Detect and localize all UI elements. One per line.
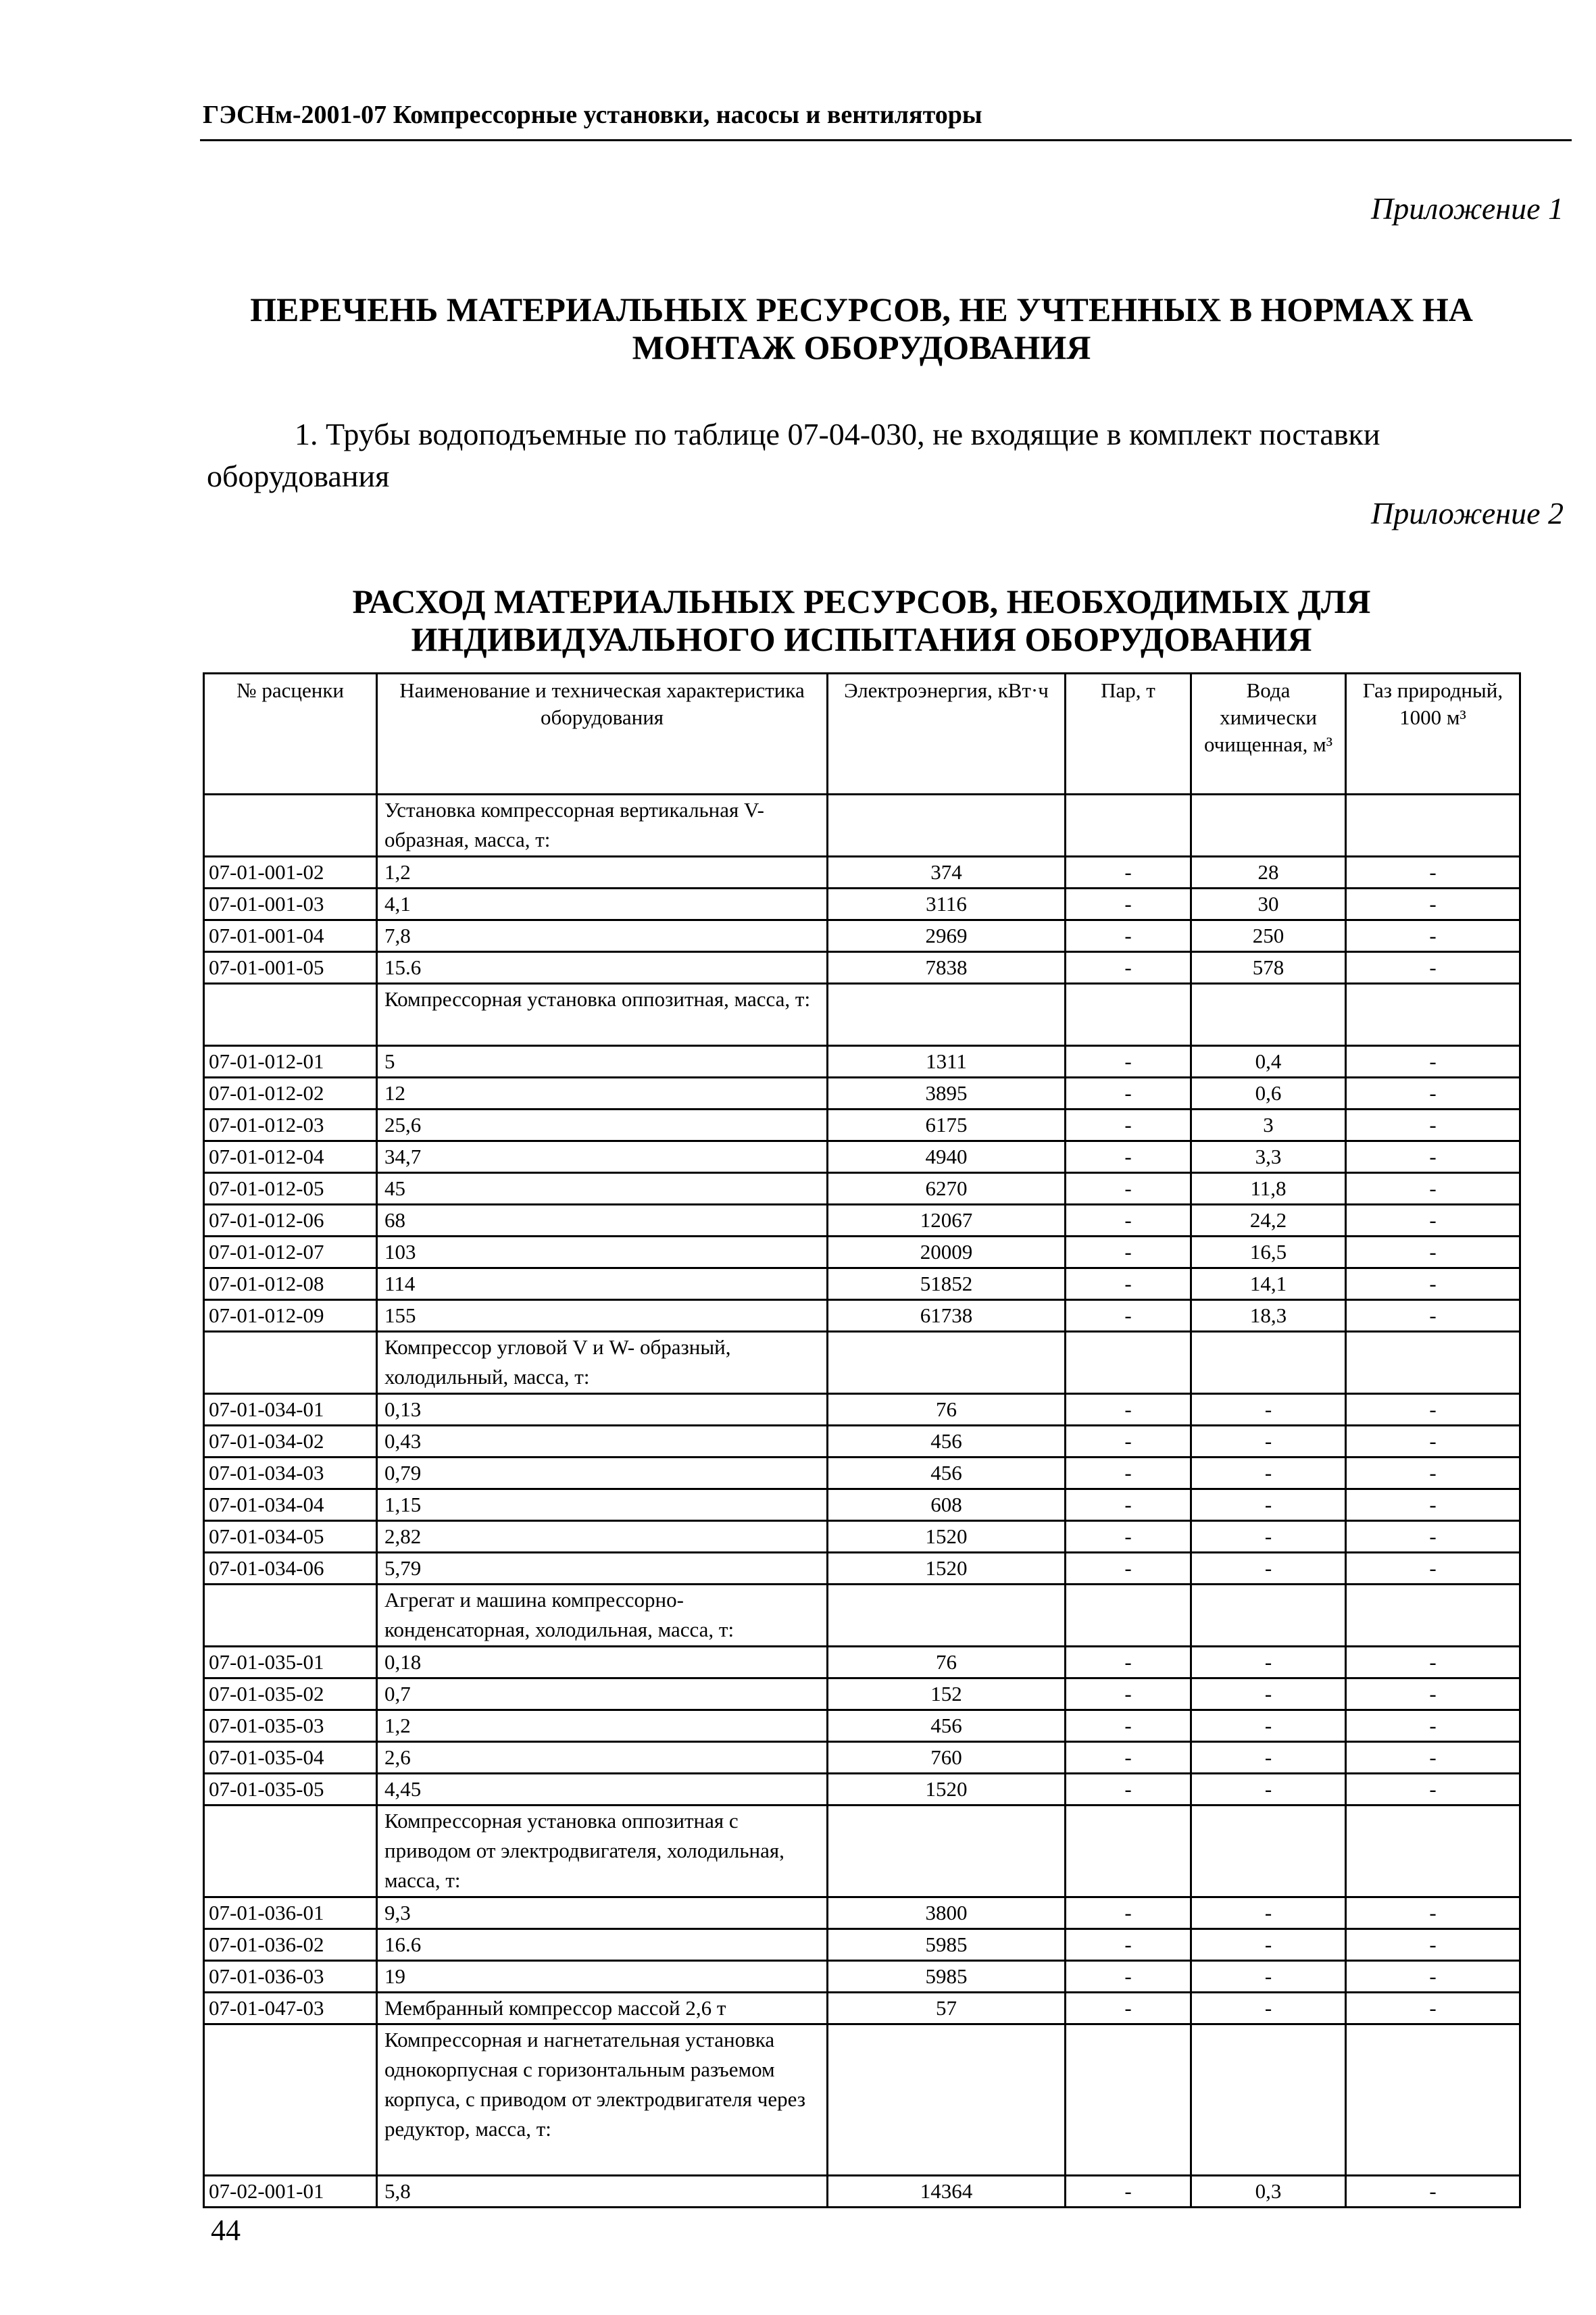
title-line: ИНДИВИДУАЛЬНОГО ИСПЫТАНИЯ ОБОРУДОВАНИЯ — [411, 620, 1312, 658]
table-row — [204, 1426, 1520, 1458]
cell-code: 07-01-012-02 — [204, 1078, 377, 1110]
cell-name: 5,79 — [377, 1553, 828, 1585]
group-row — [204, 795, 1520, 857]
cell-gas: - — [1346, 1173, 1520, 1205]
cell-empty — [1066, 984, 1191, 1046]
cell-name: 2,6 — [377, 1742, 828, 1774]
cell-steam: - — [1066, 1110, 1191, 1141]
cell-power: 76 — [828, 1394, 1066, 1426]
cell-gas: - — [1346, 1300, 1520, 1332]
cell-steam: - — [1066, 1078, 1191, 1110]
cell-steam: - — [1066, 1553, 1191, 1585]
cell-code: 07-01-012-06 — [204, 1205, 377, 1237]
cell-name: 114 — [377, 1268, 828, 1300]
cell-steam: - — [1066, 1710, 1191, 1742]
cell-water: - — [1191, 1897, 1346, 1929]
running-header: ГЭСНм-2001-07 Компрессорные установки, насосы и вентиляторы — [203, 101, 982, 129]
table-row — [204, 1521, 1520, 1553]
section-title-1 — [203, 291, 1520, 366]
cell-power: 1520 — [828, 1521, 1066, 1553]
cell-power: 3895 — [828, 1078, 1066, 1110]
col-header-steam: Пар, т — [1066, 674, 1191, 795]
cell-power: 61738 — [828, 1300, 1066, 1332]
cell-water: 0,3 — [1191, 2176, 1346, 2208]
cell-empty — [828, 984, 1066, 1046]
table-row — [204, 1710, 1520, 1742]
cell-gas: - — [1346, 1237, 1520, 1268]
section-title-2 — [203, 582, 1520, 658]
cell-group-name: Компрессорная установка оппозитная, масса, т: — [377, 984, 828, 1046]
cell-power: 76 — [828, 1647, 1066, 1678]
table-row — [204, 1394, 1520, 1426]
cell-empty — [828, 1332, 1066, 1394]
cell-steam: - — [1066, 1774, 1191, 1806]
cell-code: 07-01-001-04 — [204, 920, 377, 952]
cell-water: - — [1191, 1678, 1346, 1710]
cell-steam: - — [1066, 1205, 1191, 1237]
cell-name: 2,82 — [377, 1521, 828, 1553]
cell-water: - — [1191, 1710, 1346, 1742]
table-header-row — [204, 674, 1520, 795]
cell-power: 608 — [828, 1489, 1066, 1521]
table-row — [204, 1647, 1520, 1678]
group-row — [204, 1806, 1520, 1897]
cell-power: 1520 — [828, 1774, 1066, 1806]
cell-empty — [1066, 1332, 1191, 1394]
cell-code: 07-01-034-02 — [204, 1426, 377, 1458]
cell-water: 0,4 — [1191, 1046, 1346, 1078]
cell-empty — [1191, 795, 1346, 857]
cell-water: - — [1191, 1742, 1346, 1774]
cell-name: 7,8 — [377, 920, 828, 952]
cell-empty — [828, 1806, 1066, 1897]
cell-water: 30 — [1191, 889, 1346, 920]
cell-power: 4940 — [828, 1141, 1066, 1173]
cell-empty — [1346, 984, 1520, 1046]
appendix-2-label: Приложение 2 — [1370, 496, 1564, 530]
cell-code: 07-01-001-03 — [204, 889, 377, 920]
table-row — [204, 1237, 1520, 1268]
cell-code: 07-02-001-01 — [204, 2176, 377, 2208]
cell-name: 1,2 — [377, 1710, 828, 1742]
cell-power: 1311 — [828, 1046, 1066, 1078]
table-row — [204, 1929, 1520, 1961]
cell-code-empty — [204, 1585, 377, 1647]
cell-empty — [1066, 1585, 1191, 1647]
cell-name: 0,13 — [377, 1394, 828, 1426]
cell-water: - — [1191, 1521, 1346, 1553]
cell-water: - — [1191, 1489, 1346, 1521]
cell-name: Мембранный компрессор массой 2,6 т — [377, 1993, 828, 2024]
cell-code: 07-01-012-07 — [204, 1237, 377, 1268]
paragraph-1: 1. Трубы водоподъемные по таблице 07-04-030, не входящие в комплект поставки оборудования — [207, 417, 1380, 493]
cell-water: 3,3 — [1191, 1141, 1346, 1173]
cell-name: 15.6 — [377, 952, 828, 984]
cell-name: 4,45 — [377, 1774, 828, 1806]
cell-code: 07-01-035-01 — [204, 1647, 377, 1678]
cell-code-empty — [204, 2024, 377, 2176]
col-header-water: Вода химически очищенная, м³ — [1191, 674, 1346, 795]
cell-steam: - — [1066, 1489, 1191, 1521]
title-line: РАСХОД МАТЕРИАЛЬНЫХ РЕСУРСОВ, НЕОБХОДИМЫХ ДЛЯ — [352, 582, 1371, 620]
cell-steam: - — [1066, 1426, 1191, 1458]
cell-water: 11,8 — [1191, 1173, 1346, 1205]
cell-power: 12067 — [828, 1205, 1066, 1237]
cell-code: 07-01-012-08 — [204, 1268, 377, 1300]
table-row — [204, 1742, 1520, 1774]
cell-name: 45 — [377, 1173, 828, 1205]
cell-gas: - — [1346, 1961, 1520, 1993]
cell-gas: - — [1346, 1489, 1520, 1521]
cell-empty — [828, 795, 1066, 857]
cell-water: - — [1191, 1961, 1346, 1993]
cell-code: 07-01-012-05 — [204, 1173, 377, 1205]
cell-power: 456 — [828, 1710, 1066, 1742]
cell-empty — [1346, 1806, 1520, 1897]
cell-steam: - — [1066, 1678, 1191, 1710]
table-row — [204, 1300, 1520, 1332]
cell-steam: - — [1066, 1993, 1191, 2024]
table-row — [204, 857, 1520, 889]
cell-gas: - — [1346, 1458, 1520, 1489]
cell-code: 07-01-034-06 — [204, 1553, 377, 1585]
table-row — [204, 1110, 1520, 1141]
cell-power: 7838 — [828, 952, 1066, 984]
table-row — [204, 1268, 1520, 1300]
cell-name: 9,3 — [377, 1897, 828, 1929]
table-row — [204, 1489, 1520, 1521]
cell-water: 28 — [1191, 857, 1346, 889]
cell-gas: - — [1346, 857, 1520, 889]
cell-code: 07-01-001-02 — [204, 857, 377, 889]
table-row — [204, 1993, 1520, 2024]
cell-gas: - — [1346, 1774, 1520, 1806]
table-row — [204, 889, 1520, 920]
cell-code: 07-01-035-05 — [204, 1774, 377, 1806]
cell-empty — [1346, 795, 1520, 857]
cell-code-empty — [204, 984, 377, 1046]
cell-power: 57 — [828, 1993, 1066, 2024]
resources-table — [203, 672, 1521, 2208]
cell-empty — [1191, 984, 1346, 1046]
cell-steam: - — [1066, 1046, 1191, 1078]
appendix-1-label: Приложение 1 — [1370, 191, 1564, 226]
cell-code: 07-01-034-01 — [204, 1394, 377, 1426]
group-row — [204, 1332, 1520, 1394]
cell-water: 0,6 — [1191, 1078, 1346, 1110]
cell-power: 20009 — [828, 1237, 1066, 1268]
group-row — [204, 1585, 1520, 1647]
cell-steam: - — [1066, 1961, 1191, 1993]
cell-gas: - — [1346, 2176, 1520, 2208]
col-header-code: № расценки — [204, 674, 377, 795]
cell-code: 07-01-001-05 — [204, 952, 377, 984]
cell-steam: - — [1066, 1268, 1191, 1300]
cell-steam: - — [1066, 1458, 1191, 1489]
cell-name: 4,1 — [377, 889, 828, 920]
cell-code: 07-01-036-03 — [204, 1961, 377, 1993]
cell-power: 51852 — [828, 1268, 1066, 1300]
cell-empty — [828, 2024, 1066, 2176]
cell-empty — [1191, 2024, 1346, 2176]
table-row — [204, 1961, 1520, 1993]
cell-power: 152 — [828, 1678, 1066, 1710]
cell-steam: - — [1066, 857, 1191, 889]
title-line: ПЕРЕЧЕНЬ МАТЕРИАЛЬНЫХ РЕСУРСОВ, НЕ УЧТЕННЫХ В НОРМАХ НА — [250, 291, 1473, 328]
cell-water: 24,2 — [1191, 1205, 1346, 1237]
cell-power: 374 — [828, 857, 1066, 889]
cell-gas: - — [1346, 1929, 1520, 1961]
cell-group-name: Установка компрессорная вертикальная V-образная, масса, т: — [377, 795, 828, 857]
cell-name: 34,7 — [377, 1141, 828, 1173]
cell-power: 456 — [828, 1458, 1066, 1489]
cell-name: 19 — [377, 1961, 828, 1993]
cell-name: 12 — [377, 1078, 828, 1110]
cell-power: 5985 — [828, 1929, 1066, 1961]
cell-power: 3116 — [828, 889, 1066, 920]
cell-steam: - — [1066, 1173, 1191, 1205]
cell-gas: - — [1346, 1678, 1520, 1710]
cell-name: 0,18 — [377, 1647, 828, 1678]
cell-name: 68 — [377, 1205, 828, 1237]
col-header-power: Электроэнергия, кВт·ч — [828, 674, 1066, 795]
cell-water: 250 — [1191, 920, 1346, 952]
table-row — [204, 1205, 1520, 1237]
cell-gas: - — [1346, 952, 1520, 984]
table-row — [204, 1897, 1520, 1929]
table-row — [204, 1774, 1520, 1806]
cell-water: - — [1191, 1647, 1346, 1678]
table-row — [204, 1173, 1520, 1205]
cell-power: 6270 — [828, 1173, 1066, 1205]
cell-water: 578 — [1191, 952, 1346, 984]
cell-gas: - — [1346, 1897, 1520, 1929]
cell-gas: - — [1346, 1394, 1520, 1426]
table-row — [204, 1458, 1520, 1489]
cell-gas: - — [1346, 920, 1520, 952]
cell-power: 760 — [828, 1742, 1066, 1774]
cell-steam: - — [1066, 1300, 1191, 1332]
table-row — [204, 952, 1520, 984]
cell-gas: - — [1346, 1110, 1520, 1141]
cell-name: 16.6 — [377, 1929, 828, 1961]
table-row — [204, 1553, 1520, 1585]
cell-gas: - — [1346, 889, 1520, 920]
cell-code: 07-01-035-02 — [204, 1678, 377, 1710]
cell-gas: - — [1346, 1205, 1520, 1237]
cell-gas: - — [1346, 1046, 1520, 1078]
group-row — [204, 2024, 1520, 2176]
cell-code: 07-01-012-01 — [204, 1046, 377, 1078]
cell-empty — [1066, 1806, 1191, 1897]
cell-group-name: Компрессор угловой V и W- образный, холодильный, масса, т: — [377, 1332, 828, 1394]
cell-water: 3 — [1191, 1110, 1346, 1141]
cell-gas: - — [1346, 1647, 1520, 1678]
cell-steam: - — [1066, 1897, 1191, 1929]
col-header-name: Наименование и техническая характеристика оборудования — [377, 674, 828, 795]
table-row — [204, 1078, 1520, 1110]
cell-steam: - — [1066, 1521, 1191, 1553]
cell-name: 1,2 — [377, 857, 828, 889]
cell-water: - — [1191, 1553, 1346, 1585]
cell-name: 0,79 — [377, 1458, 828, 1489]
cell-water: 18,3 — [1191, 1300, 1346, 1332]
table-row — [204, 920, 1520, 952]
cell-gas: - — [1346, 1993, 1520, 2024]
cell-empty — [1346, 2024, 1520, 2176]
table-row — [204, 1046, 1520, 1078]
cell-steam: - — [1066, 889, 1191, 920]
cell-group-name: Компрессорная установка оппозитная с приводом от электродвигателя, холодильная, масса, т: — [377, 1806, 828, 1897]
cell-power: 1520 — [828, 1553, 1066, 1585]
page-number: 44 — [211, 2214, 241, 2247]
cell-group-name: Агрегат и машина компрессорно-конденсаторная, холодильная, масса, т: — [377, 1585, 828, 1647]
cell-code: 07-01-035-04 — [204, 1742, 377, 1774]
cell-name: 25,6 — [377, 1110, 828, 1141]
cell-water: - — [1191, 1929, 1346, 1961]
cell-power: 6175 — [828, 1110, 1066, 1141]
title-line: МОНТАЖ ОБОРУДОВАНИЯ — [632, 328, 1091, 366]
cell-empty — [828, 1585, 1066, 1647]
cell-code: 07-01-012-09 — [204, 1300, 377, 1332]
cell-code: 07-01-034-03 — [204, 1458, 377, 1489]
cell-steam: - — [1066, 1237, 1191, 1268]
cell-gas: - — [1346, 1742, 1520, 1774]
cell-power: 3800 — [828, 1897, 1066, 1929]
cell-water: - — [1191, 1458, 1346, 1489]
cell-gas: - — [1346, 1553, 1520, 1585]
cell-steam: - — [1066, 2176, 1191, 2208]
cell-code-empty — [204, 795, 377, 857]
cell-empty — [1191, 1806, 1346, 1897]
cell-power: 5985 — [828, 1961, 1066, 1993]
cell-water: - — [1191, 1426, 1346, 1458]
table-row — [204, 1141, 1520, 1173]
cell-empty — [1346, 1332, 1520, 1394]
cell-power: 456 — [828, 1426, 1066, 1458]
cell-steam: - — [1066, 1742, 1191, 1774]
cell-power: 2969 — [828, 920, 1066, 952]
cell-code: 07-01-034-04 — [204, 1489, 377, 1521]
cell-code: 07-01-034-05 — [204, 1521, 377, 1553]
cell-empty — [1066, 2024, 1191, 2176]
cell-code-empty — [204, 1332, 377, 1394]
cell-empty — [1066, 795, 1191, 857]
cell-gas: - — [1346, 1078, 1520, 1110]
cell-name: 0,43 — [377, 1426, 828, 1458]
cell-name: 103 — [377, 1237, 828, 1268]
table-row — [204, 1678, 1520, 1710]
cell-power: 14364 — [828, 2176, 1066, 2208]
cell-code: 07-01-036-01 — [204, 1897, 377, 1929]
cell-code: 07-01-012-04 — [204, 1141, 377, 1173]
cell-water: 16,5 — [1191, 1237, 1346, 1268]
cell-water: - — [1191, 1993, 1346, 2024]
cell-empty — [1191, 1332, 1346, 1394]
cell-code: 07-01-036-02 — [204, 1929, 377, 1961]
cell-steam: - — [1066, 1929, 1191, 1961]
cell-empty — [1191, 1585, 1346, 1647]
cell-water: 14,1 — [1191, 1268, 1346, 1300]
cell-group-name: Компрессорная и нагнетательная установка однокорпусная с горизонтальным разъемом корпуса, с приводом от электродвигателя через редуктор, масса, т: — [377, 2024, 828, 2176]
col-header-gas: Газ природный, 1000 м³ — [1346, 674, 1520, 795]
cell-gas: - — [1346, 1426, 1520, 1458]
cell-water: - — [1191, 1394, 1346, 1426]
cell-name: 155 — [377, 1300, 828, 1332]
cell-empty — [1346, 1585, 1520, 1647]
cell-code-empty — [204, 1806, 377, 1897]
cell-steam: - — [1066, 1141, 1191, 1173]
table-row — [204, 2176, 1520, 2208]
header-rule — [200, 139, 1572, 141]
cell-gas: - — [1346, 1268, 1520, 1300]
cell-name: 1,15 — [377, 1489, 828, 1521]
cell-name: 0,7 — [377, 1678, 828, 1710]
cell-name: 5 — [377, 1046, 828, 1078]
group-row — [204, 984, 1520, 1046]
cell-steam: - — [1066, 1647, 1191, 1678]
cell-code: 07-01-047-03 — [204, 1993, 377, 2024]
cell-water: - — [1191, 1774, 1346, 1806]
cell-name: 5,8 — [377, 2176, 828, 2208]
cell-code: 07-01-035-03 — [204, 1710, 377, 1742]
cell-gas: - — [1346, 1710, 1520, 1742]
cell-gas: - — [1346, 1141, 1520, 1173]
cell-steam: - — [1066, 952, 1191, 984]
cell-steam: - — [1066, 1394, 1191, 1426]
cell-steam: - — [1066, 920, 1191, 952]
cell-code: 07-01-012-03 — [204, 1110, 377, 1141]
cell-gas: - — [1346, 1521, 1520, 1553]
